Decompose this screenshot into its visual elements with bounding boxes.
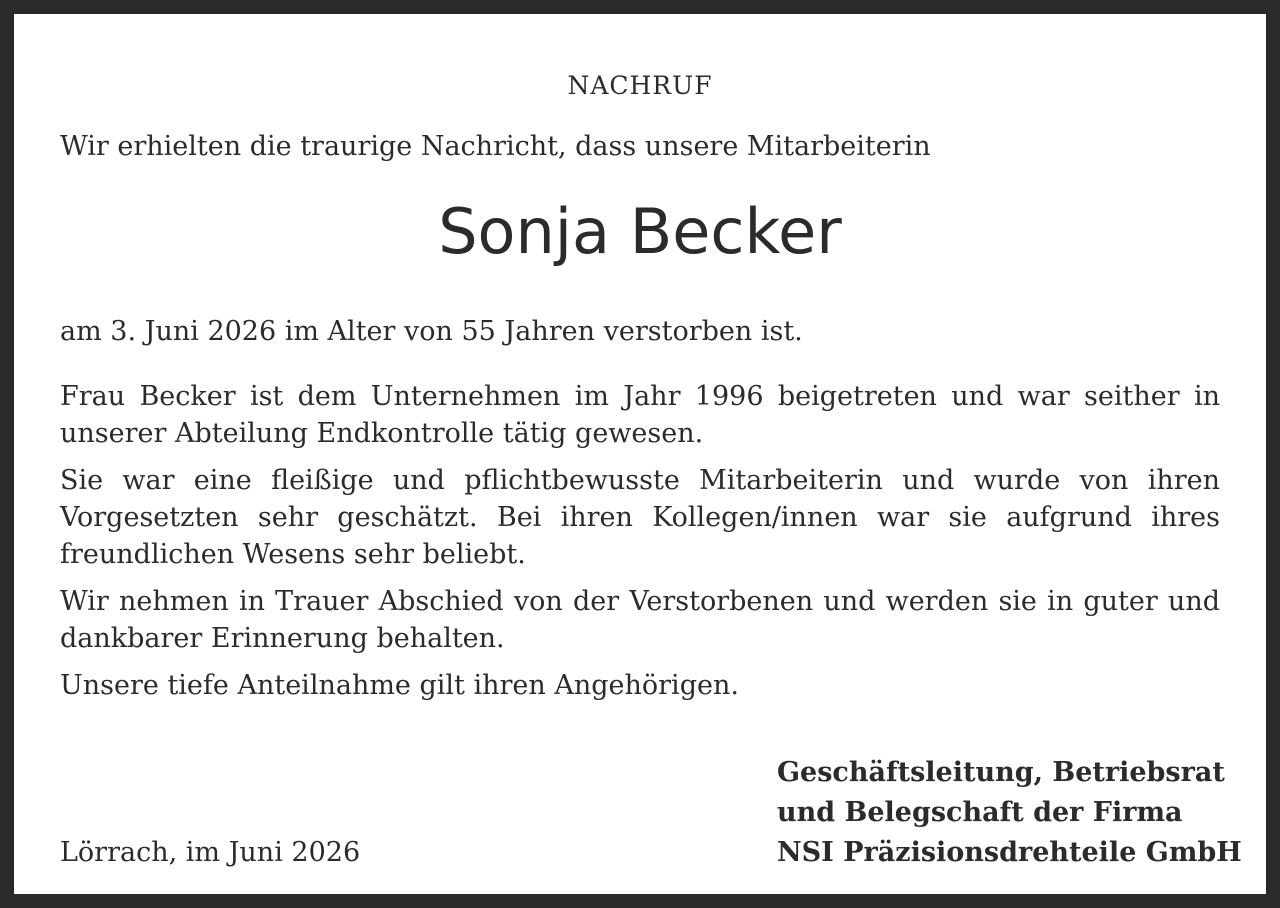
place-date: Lörrach, im Juni 2026 <box>60 837 361 868</box>
obituary-notice <box>14 14 1266 894</box>
paragraph-employment: Frau Becker ist dem Unternehmen im Jahr 1996 beigetreten und war seither in unserer Abteilung Endkontrolle tätig gewesen. <box>60 381 1220 449</box>
notice-body <box>60 378 1220 714</box>
signature-line: NSI Präzisionsdrehteile GmbH <box>777 837 1242 868</box>
paragraph-character: Sie war eine fleißige und pflichtbewusste Mitarbeiterin und wurde von ihren Vorgesetzten sehr geschätzt. Bei ihren Kollegen/innen war sie aufgrund ihres freundlichen Wesens sehr beliebt. <box>60 465 1220 570</box>
signature-line: und Belegschaft der Firma <box>777 797 1183 828</box>
notice-heading: NACHRUF <box>567 71 713 100</box>
paragraph-farewell: Wir nehmen in Trauer Abschied von der Verstorbenen und werden sie in guter und dankbarer Erinnerung behalten. <box>60 586 1220 654</box>
deceased-name: Sonja Becker <box>438 195 842 268</box>
death-line: am 3. Juni 2026 im Alter von 55 Jahren verstorben ist. <box>60 316 803 347</box>
paragraph-condolence: Unsere tiefe Anteilnahme gilt ihren Angehörigen. <box>60 670 739 701</box>
signature-line: Geschäftsleitung, Betriebsrat <box>777 757 1225 788</box>
signature-block <box>777 753 1242 873</box>
intro-line: Wir erhielten die traurige Nachricht, dass unsere Mitarbeiterin <box>60 131 931 162</box>
